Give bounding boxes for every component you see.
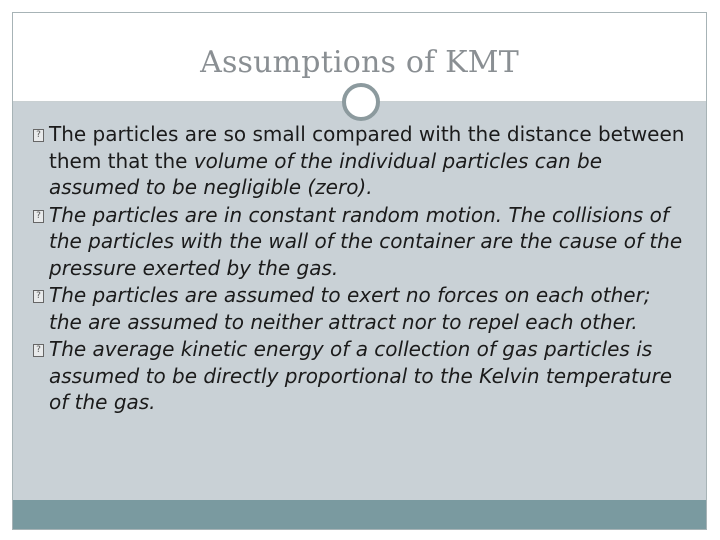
slide [12,12,707,530]
missing-glyph-bullet-icon: ? [33,210,44,223]
bullet-text-italic: The particles are assumed to exert no forces on each other; the are assumed to neither attract nor to repel each other. [49,283,651,334]
bullet-item [33,282,688,335]
bullet-item [33,121,688,201]
bullet-text-italic: volume of the individual particles can be assumed to be negligible (zero). [49,148,603,199]
bullet-text-italic: The average kinetic energy of a collection of gas particles is assumed to be directly proportional to the Kelvin temperature of the gas. [49,337,673,414]
footer-bar [13,500,706,529]
bullet-text-italic: The particles are in constant random motion. The collisions of the particles with the wall of the container are the cause of the pressure exerted by the gas. [49,202,683,280]
missing-glyph-bullet-icon: ? [33,290,44,303]
circle-ornament-icon [342,83,380,121]
bullet-item [33,336,688,416]
slide-title: Assumptions of KMT [200,45,519,80]
missing-glyph-bullet-icon: ? [33,344,44,357]
bullet-text: The particles are so small compared with the distance between them that the [49,122,685,173]
missing-glyph-bullet-icon: ? [33,129,44,142]
bullet-list [33,121,688,417]
bullet-item [33,202,688,282]
